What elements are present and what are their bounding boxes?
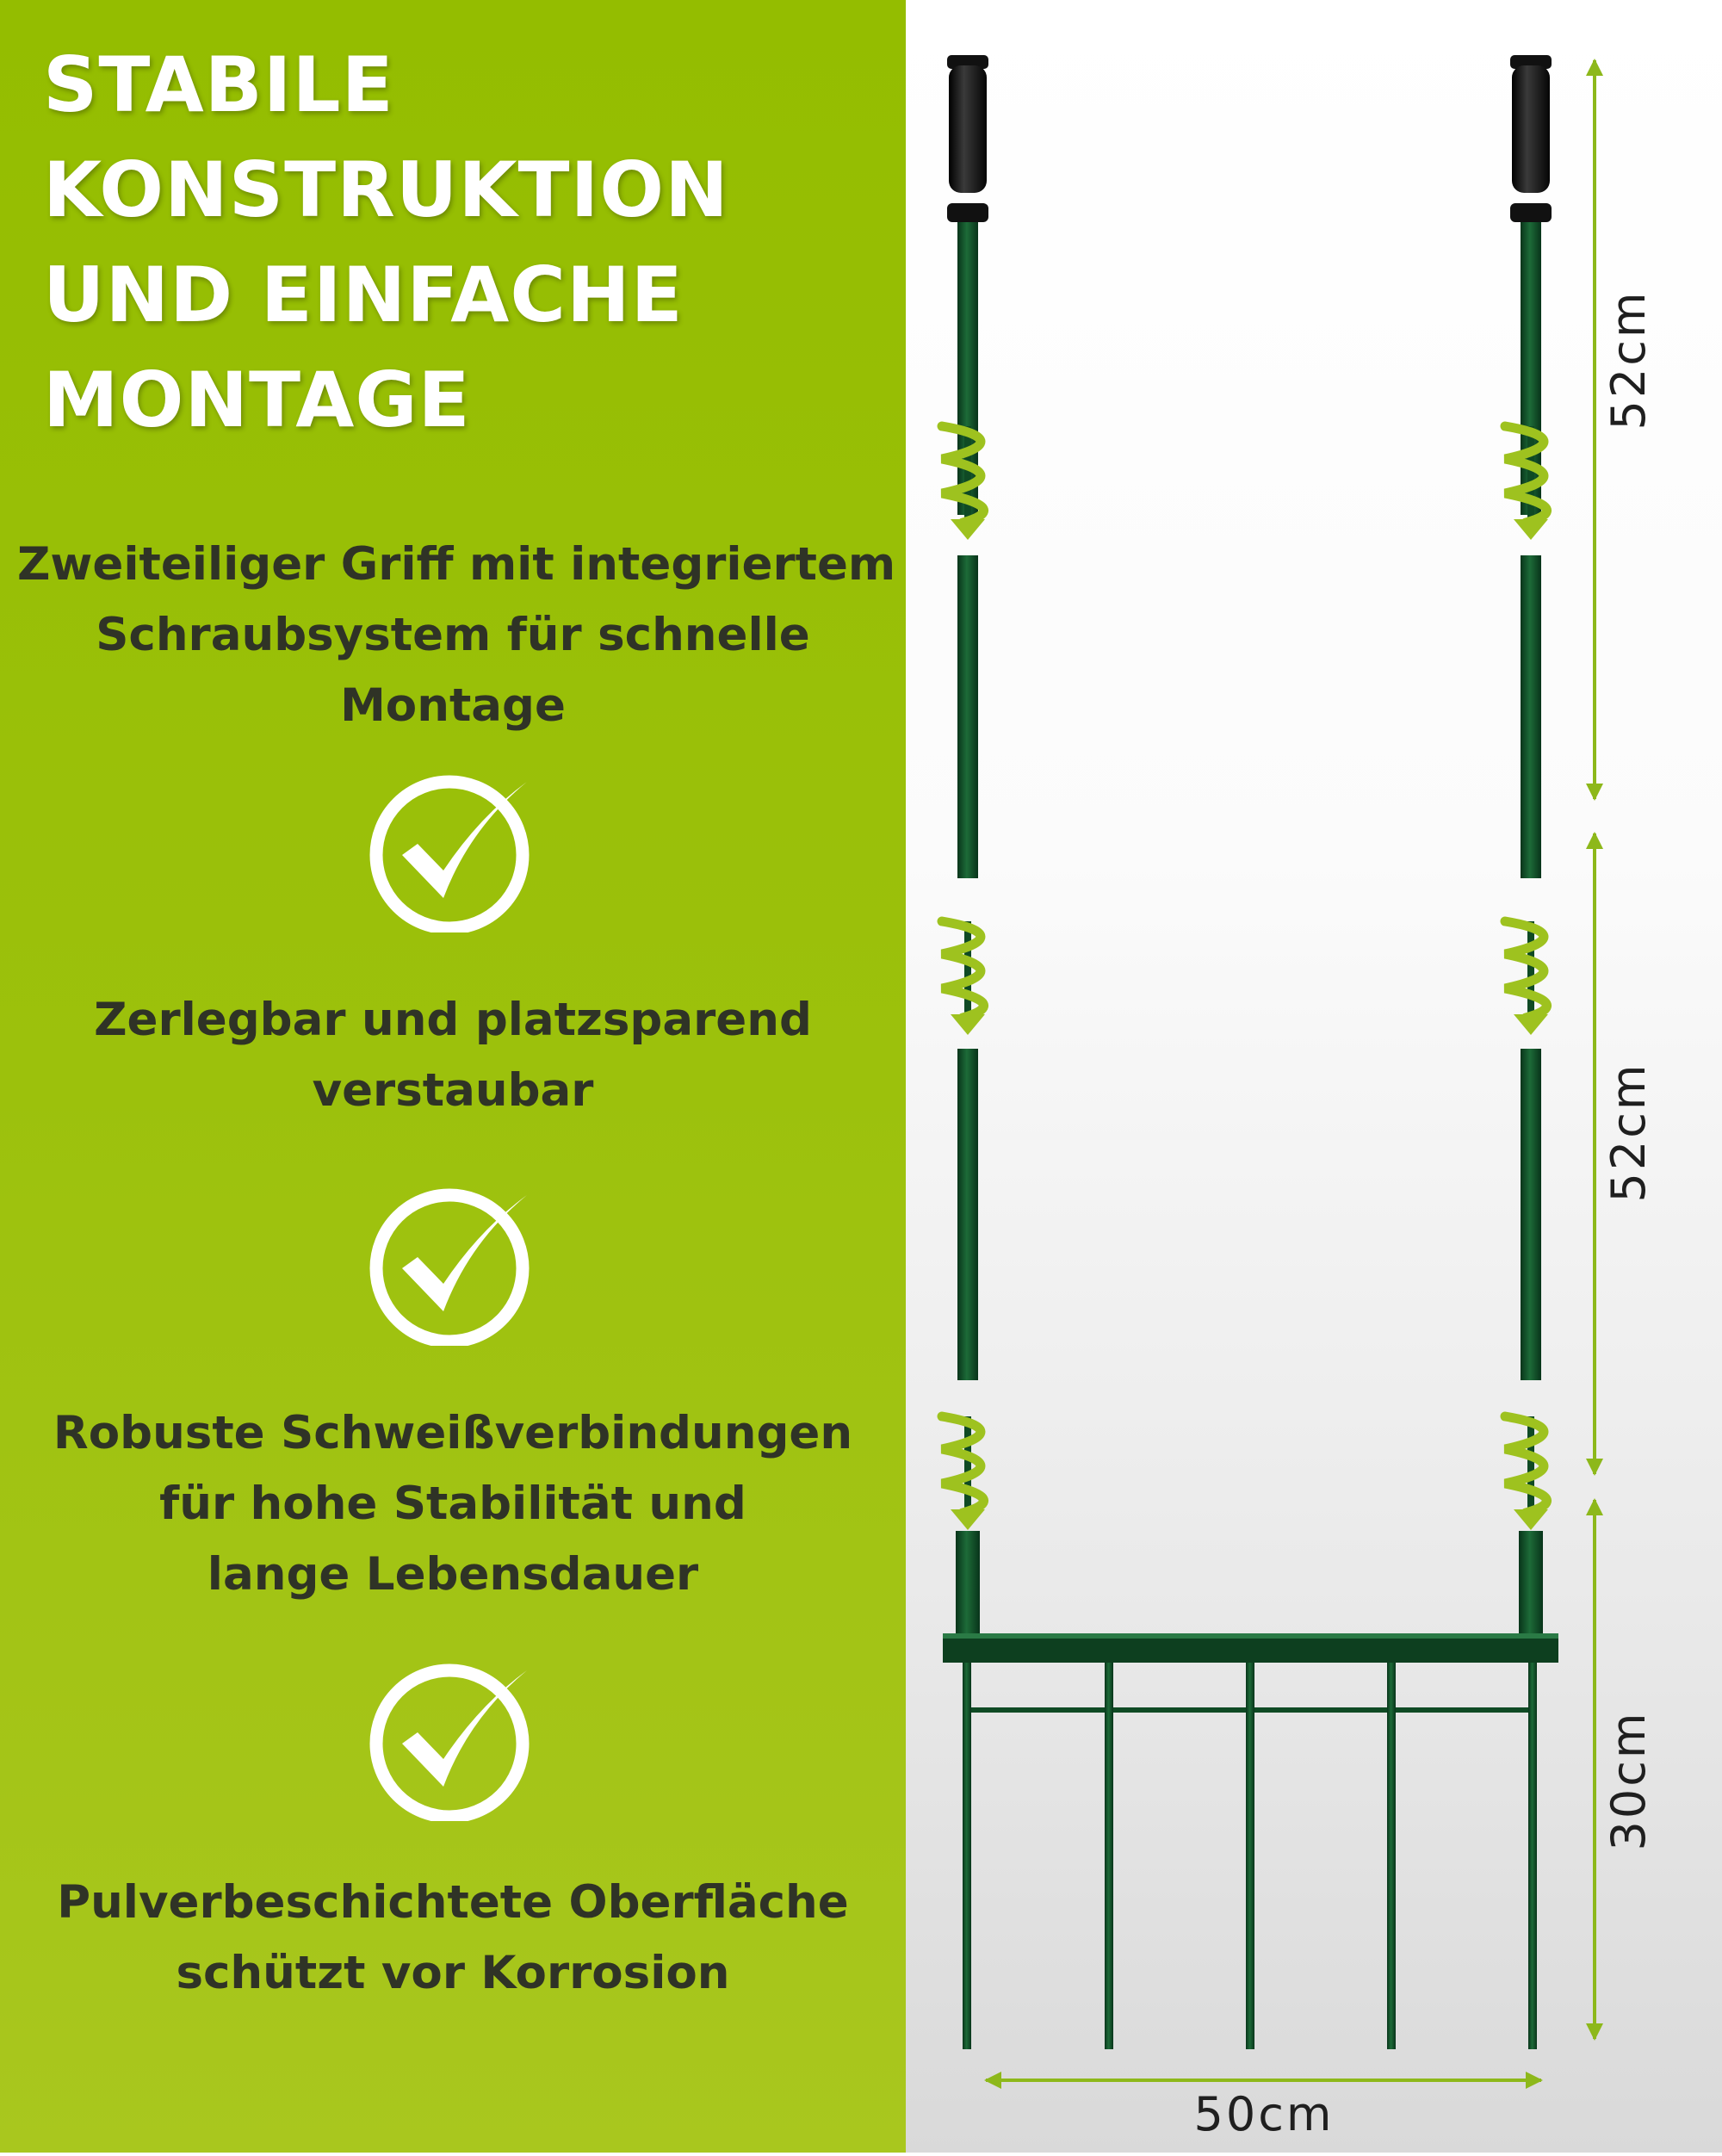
headline-line: MONTAGE (43, 356, 471, 444)
product-diagram-panel (906, 0, 1722, 2153)
headline-line: STABILE (43, 40, 394, 129)
headline-line: UND EINFACHE (43, 251, 684, 339)
left-handle-assembly (942, 55, 988, 1639)
feature-text-storage (17, 985, 889, 1126)
aerator-diagram (906, 0, 1722, 2153)
dimension-arrowheads (984, 59, 1603, 2089)
dimension-label-lower: 30cm (1601, 1710, 1656, 1851)
feature-text-coating (17, 1868, 889, 2009)
feature-line: Pulverbeschichtete Oberfläche (57, 1876, 849, 1929)
screw-spiral-icon (942, 1416, 985, 1530)
check-circle-icon (368, 1182, 540, 1346)
headline-line: KONSTRUKTION (43, 146, 729, 234)
feature-line: Zerlegbar und platzsparend (94, 994, 812, 1046)
grip-icon (1510, 55, 1552, 222)
grip-icon (947, 55, 988, 222)
check-circle-icon (368, 1657, 540, 1821)
screw-spiral-icon (942, 921, 985, 1035)
feature-line: lange Lebensdauer (207, 1548, 699, 1601)
feature-line: schützt vor Korrosion (176, 1947, 730, 1999)
feature-line: Montage (340, 679, 566, 732)
feature-line: Robuste Schweißverbindungen (53, 1407, 853, 1459)
feature-line: verstaubar (312, 1064, 594, 1117)
dimension-label-width: 50cm (1193, 2087, 1335, 2141)
dimension-label-upper: 52cm (1601, 289, 1656, 431)
dimension-arrows (986, 60, 1595, 2080)
headline (43, 33, 870, 453)
right-handle-assembly (1505, 55, 1552, 1639)
screw-spiral-icon (1505, 921, 1548, 1035)
tine-frame (943, 1633, 1558, 2049)
feature-text-welding (17, 1398, 889, 1610)
screw-spiral-icon (1505, 1416, 1548, 1530)
check-circle-icon (368, 769, 540, 932)
feature-line: für hohe Stabilität und (159, 1478, 746, 1530)
feature-text-assembly (17, 530, 896, 741)
feature-line: Zweiteiliger Griff mit integriertem (17, 538, 896, 591)
feature-line: Schraubsystem für schnelle (96, 609, 810, 661)
dimension-label-middle: 52cm (1601, 1062, 1656, 1203)
